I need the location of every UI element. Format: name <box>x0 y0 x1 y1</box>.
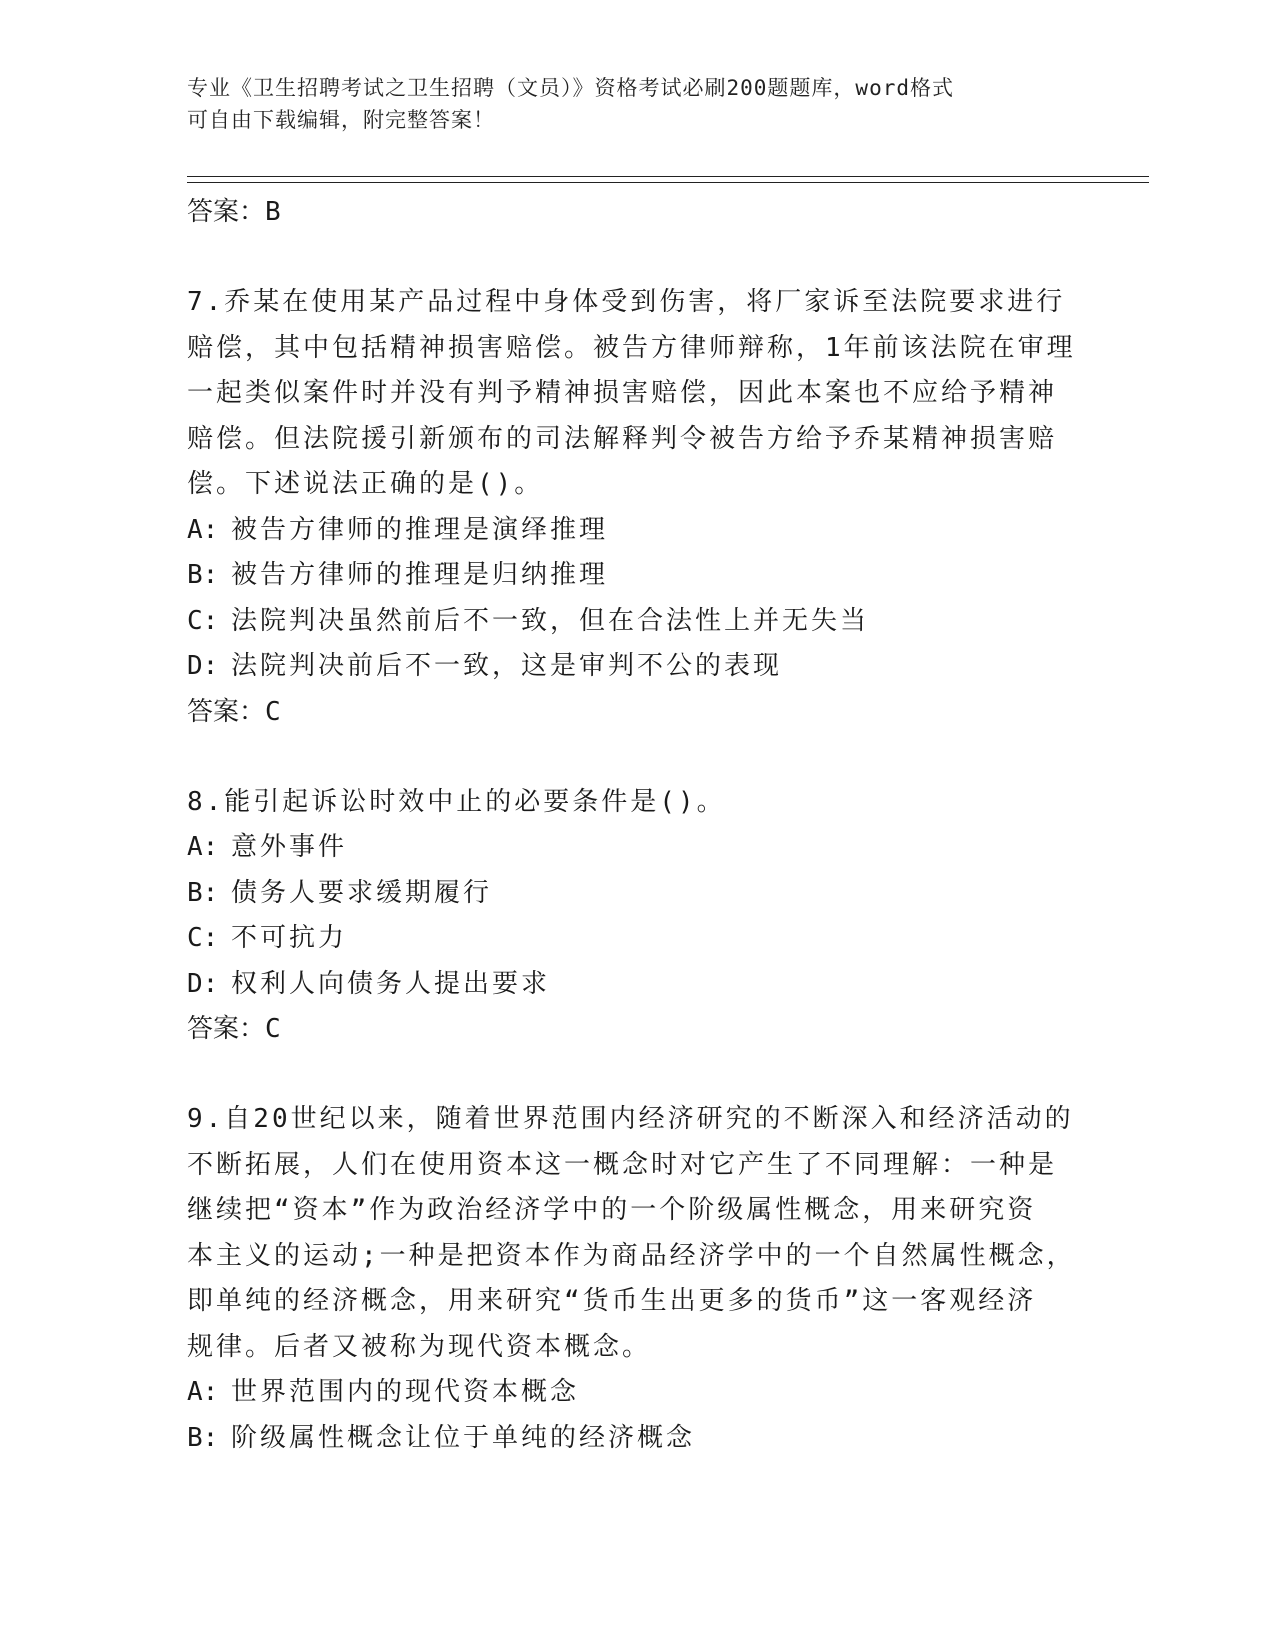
option-letter: B: <box>187 877 219 908</box>
option-letter: A: <box>187 832 219 862</box>
option-text: 不可抗力 <box>231 923 348 953</box>
option-letter: B: <box>187 560 219 590</box>
stem-line: 7.乔某在使用某产品过程中身体受到伤害，将厂家诉至法院要求进行 <box>187 287 1066 317</box>
stem-line: 赔偿。但法院援引新颁布的司法解释判令被告方给予乔某精神损害赔 <box>187 423 1058 454</box>
answer-label: 答案： <box>187 197 266 227</box>
option-a <box>187 1370 1087 1416</box>
option-b <box>187 553 1087 599</box>
answer-line <box>187 690 1087 734</box>
question-content <box>187 190 1087 1461</box>
option-text: 法院判决前后不一致，这是审判不公的表现 <box>231 651 783 681</box>
question-stem <box>187 1097 1087 1370</box>
stem-line: 规律。后者又被称为现代资本概念。 <box>187 1331 652 1362</box>
question-stem <box>187 780 1087 826</box>
header-title-line-1: 专业《卫生招聘考试之卫生招聘（文员）》资格考试必刷200题题库，word格式 <box>187 76 954 100</box>
option-a <box>187 825 1087 871</box>
stem-line: 本主义的运动;一种是把资本作为商品经济学中的一个自然属性概念， <box>187 1240 1076 1271</box>
option-letter: A: <box>187 1377 219 1407</box>
stem-line: 不断拓展，人们在使用资本这一概念时对它产生了不同理解：一种是 <box>187 1149 1058 1180</box>
stem-line: 赔偿，其中包括精神损害赔偿。被告方律师辩称，1年前该法院在审理 <box>187 332 1076 363</box>
answer-value: C <box>265 1014 281 1044</box>
option-letter: C: <box>187 605 219 636</box>
question-8 <box>187 780 1087 1052</box>
option-d <box>187 644 1087 690</box>
option-letter: C: <box>187 923 219 953</box>
option-letter: D: <box>187 651 219 681</box>
option-letter: B: <box>187 1422 219 1453</box>
option-b <box>187 871 1087 917</box>
option-text: 权利人向债务人提出要求 <box>231 968 551 999</box>
option-text: 阶级属性概念让位于单纯的经济概念 <box>231 1422 696 1453</box>
stem-line: 一起类似案件时并没有判予精神损害赔偿，因此本案也不应给予精神 <box>187 378 1058 408</box>
stem-line: 偿。下述说法正确的是()。 <box>187 469 544 499</box>
page-header <box>187 72 1087 136</box>
header-divider <box>187 176 1149 183</box>
stem-line: 继续把“资本”作为政治经济学中的一个阶级属性概念，用来研究资 <box>187 1195 1037 1225</box>
option-text: 被告方律师的推理是演绎推理 <box>231 514 609 545</box>
option-letter: D: <box>187 968 219 999</box>
header-title-line-2: 可自由下载编辑，附完整答案！ <box>187 108 495 132</box>
answer-value: C <box>265 696 281 727</box>
answer-line <box>187 190 1087 234</box>
option-text: 被告方律师的推理是归纳推理 <box>231 560 609 590</box>
spacer <box>187 234 1087 280</box>
answer-line <box>187 1007 1087 1051</box>
stem-line: 9.自20世纪以来，随着世界范围内经济研究的不断深入和经济活动的 <box>187 1104 1074 1134</box>
answer-label: 答案： <box>187 1014 266 1044</box>
spacer <box>187 734 1087 780</box>
stem-line: 8.能引起诉讼时效中止的必要条件是()。 <box>187 786 726 817</box>
option-b <box>187 1416 1087 1462</box>
option-d <box>187 962 1087 1008</box>
option-letter: A: <box>187 514 219 545</box>
answer-value: B <box>265 197 281 227</box>
spacer <box>187 1051 1087 1097</box>
option-a <box>187 508 1087 554</box>
option-text: 法院判决虽然前后不一致，但在合法性上并无失当 <box>231 605 870 636</box>
question-stem <box>187 280 1087 508</box>
option-c <box>187 916 1087 962</box>
question-9 <box>187 1097 1087 1461</box>
option-text: 债务人要求缓期履行 <box>231 877 493 908</box>
question-7 <box>187 280 1087 734</box>
stem-line: 即单纯的经济概念，用来研究“货币生出更多的货币”这一客观经济 <box>187 1286 1037 1316</box>
option-text: 意外事件 <box>231 832 348 862</box>
option-c <box>187 599 1087 645</box>
option-text: 世界范围内的现代资本概念 <box>231 1377 580 1407</box>
answer-label: 答案： <box>187 696 266 727</box>
